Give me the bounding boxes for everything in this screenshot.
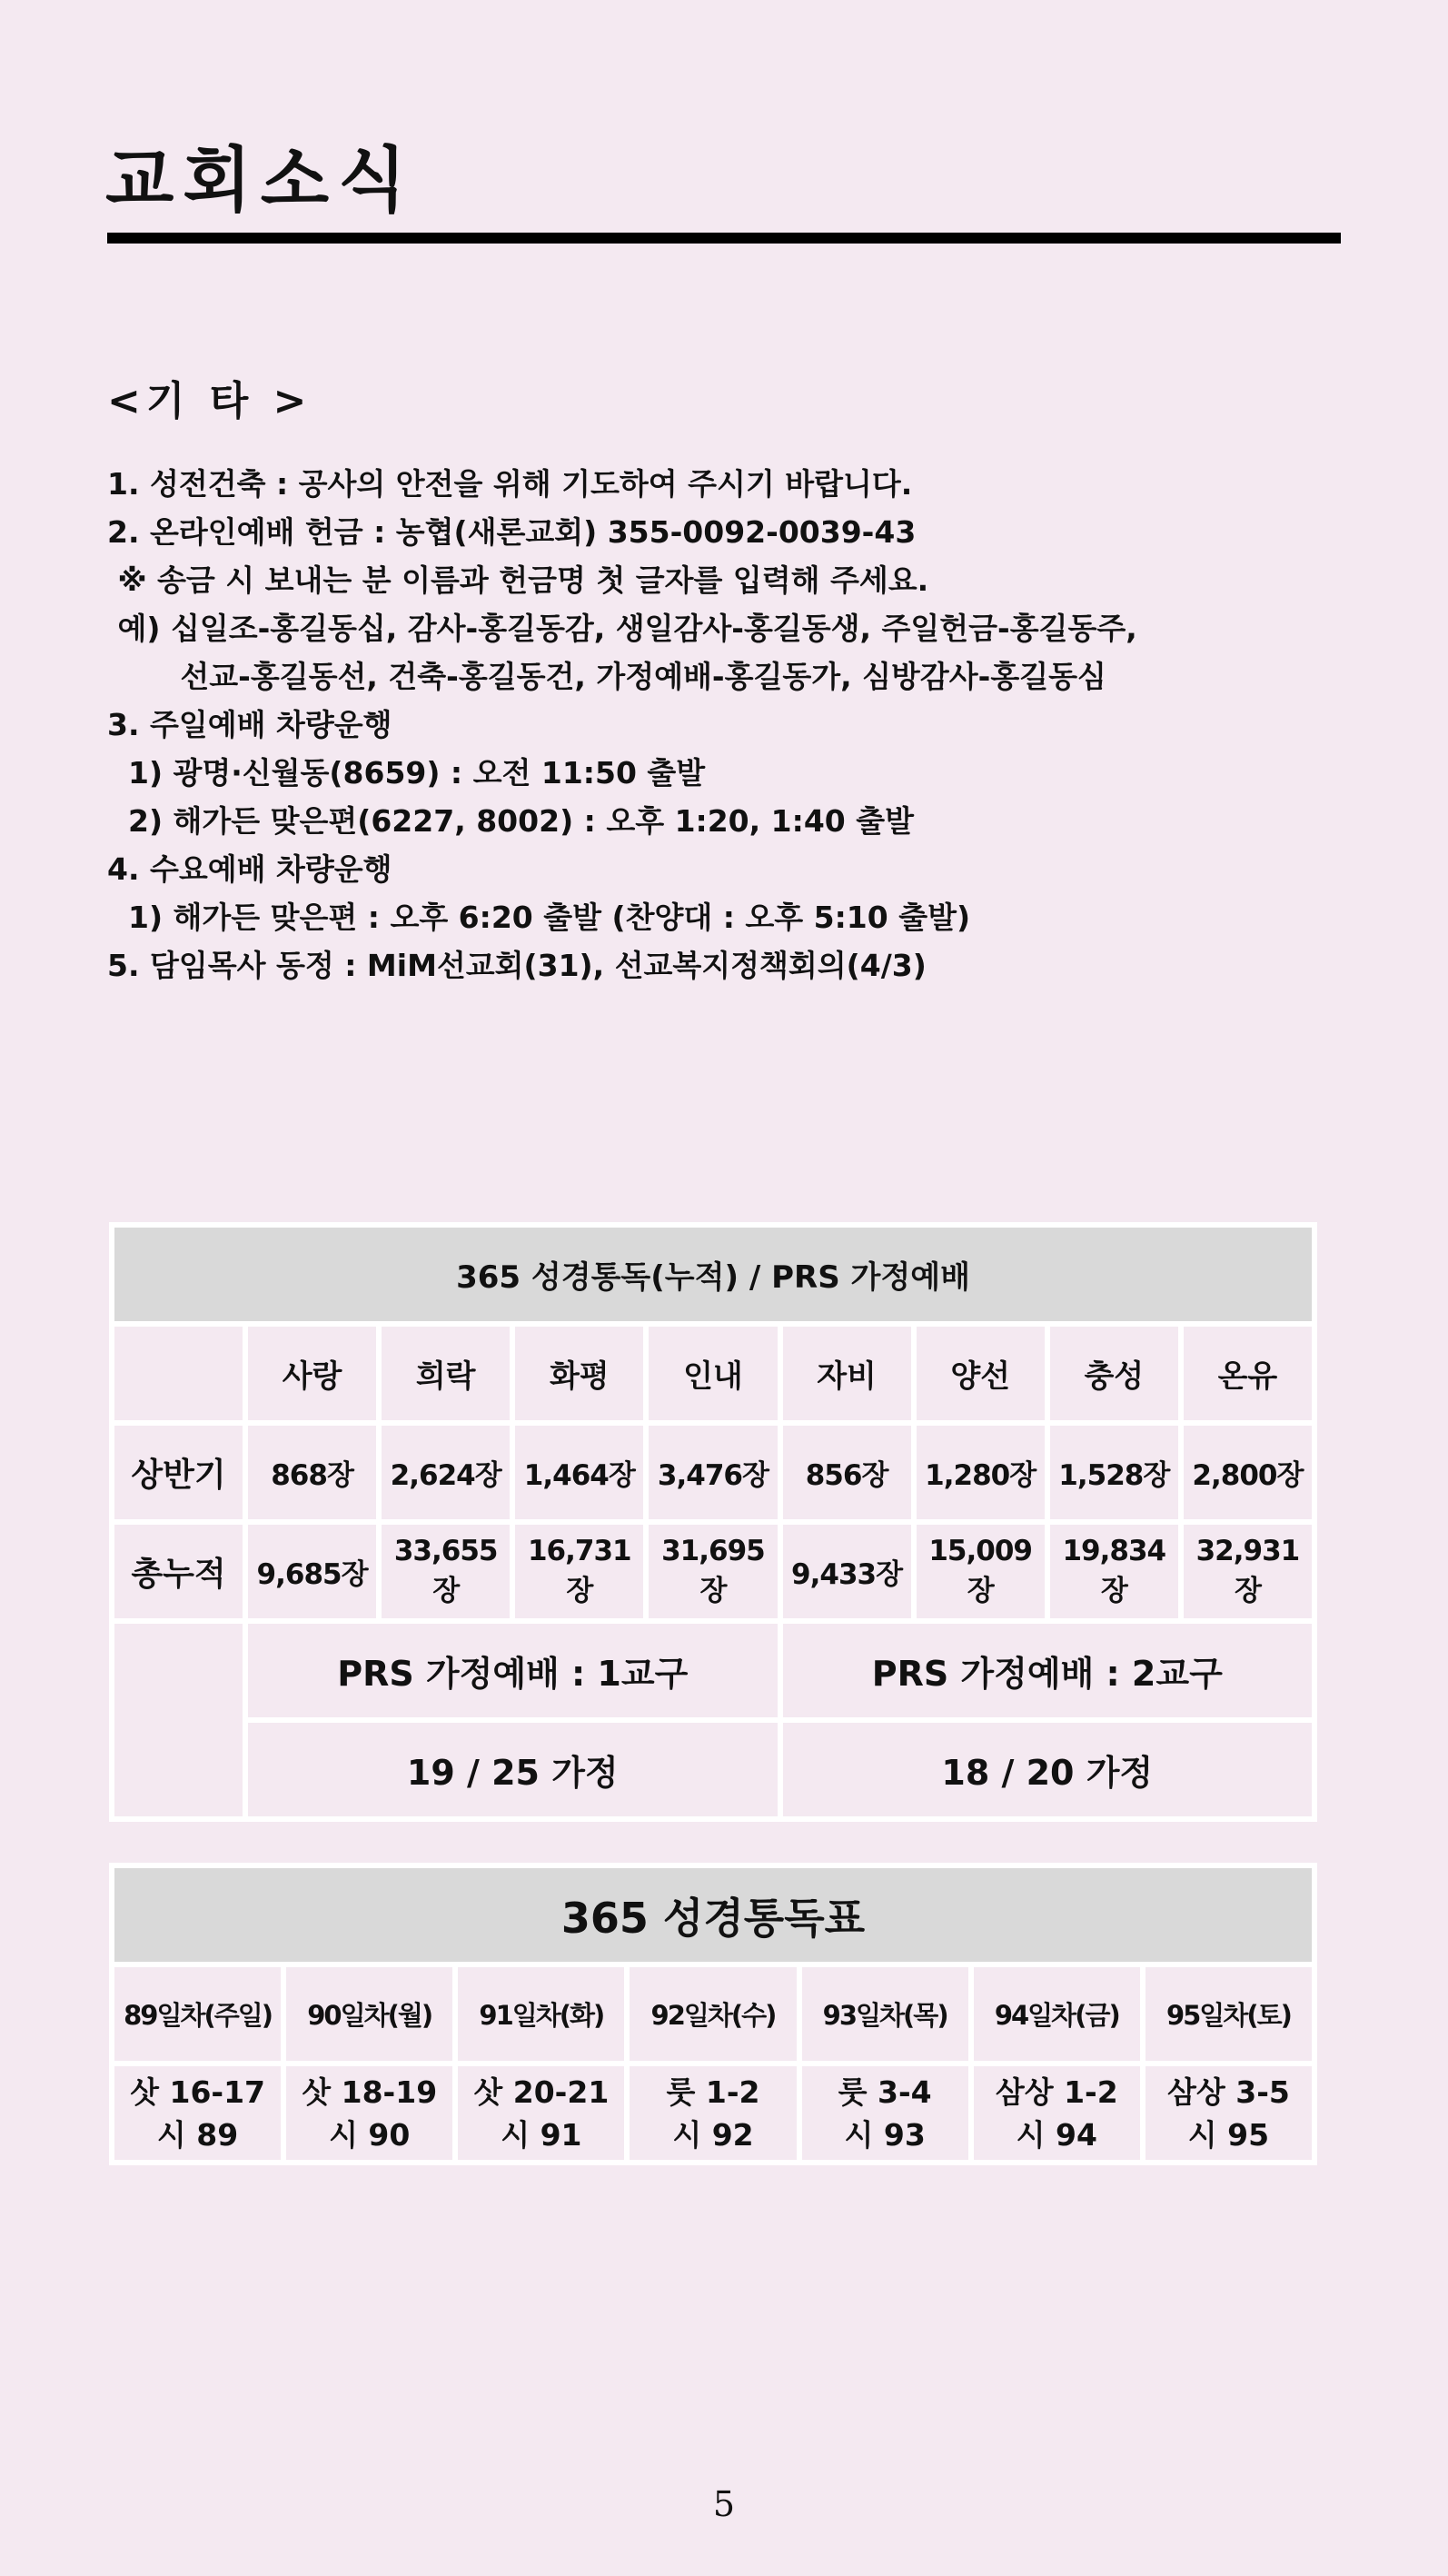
group-header: 사랑 xyxy=(245,1324,379,1423)
bible-schedule-table xyxy=(109,1863,1317,2165)
page-title: 교회소식 xyxy=(105,140,416,222)
group-header: 화평 xyxy=(512,1324,646,1423)
reading-passage: 룻 1-2 xyxy=(666,2074,760,2110)
notice-line: 5. 담임목사 동정 : MiM선교회(31), 선교복지정책회의(4/3) xyxy=(107,948,927,983)
chapter-count: 16,731장 xyxy=(512,1522,646,1621)
chapter-count: 2,800장 xyxy=(1181,1423,1314,1522)
chapter-count: 33,655장 xyxy=(379,1522,512,1621)
chapter-count: 9,433장 xyxy=(780,1522,914,1621)
chapter-count: 15,009장 xyxy=(914,1522,1047,1621)
notice-line: 3. 주일예배 차량운행 xyxy=(107,707,392,742)
reading-passage: 삿 20-21 xyxy=(473,2074,610,2110)
notice-list xyxy=(107,460,1137,990)
row-label: 총누적 xyxy=(112,1522,245,1621)
chapter-count: 3,476장 xyxy=(646,1423,779,1522)
notice-line: 선교-홍길동선, 건축-홍길동건, 가정예배-홍길동가, 심방감사-홍길동심 xyxy=(107,659,1106,694)
reading-cell xyxy=(971,2064,1143,2163)
day-header: 95일차(토) xyxy=(1143,1964,1314,2064)
notice-line: 예) 십일조-홍길동십, 감사-홍길동감, 생일감사-홍길동생, 주일헌금-홍길동주, xyxy=(107,611,1137,646)
group-header: 양선 xyxy=(914,1324,1047,1423)
empty-label-cell xyxy=(112,1621,245,1819)
reading-cell xyxy=(455,2064,627,2163)
reading-psalm: 시 95 xyxy=(1187,2116,1270,2153)
day-header: 91일차(화) xyxy=(455,1964,627,2064)
reading-cell xyxy=(283,2064,455,2163)
chapter-count: 31,695장 xyxy=(646,1522,779,1621)
day-header: 90일차(월) xyxy=(283,1964,455,2064)
reading-psalm: 시 92 xyxy=(672,2116,754,2153)
chapter-count: 19,834장 xyxy=(1047,1522,1181,1621)
reading-passage: 룻 3-4 xyxy=(838,2074,932,2110)
group-header: 충성 xyxy=(1047,1324,1181,1423)
chapter-count: 32,931장 xyxy=(1181,1522,1314,1621)
table-row xyxy=(112,2064,1314,2163)
reading-passage: 삿 16-17 xyxy=(130,2074,266,2110)
prs-district-label: PRS 가정예배 : 2교구 xyxy=(780,1621,1315,1720)
prs-district-value: 19 / 25 가정 xyxy=(245,1720,780,1819)
title-divider xyxy=(107,233,1341,244)
chapter-count: 856장 xyxy=(780,1423,914,1522)
chapter-count: 2,624장 xyxy=(379,1423,512,1522)
notice-line: 1) 광명·신월동(8659) : 오전 11:50 출발 xyxy=(107,755,706,791)
reading-psalm: 시 93 xyxy=(844,2116,926,2153)
chapter-count: 1,280장 xyxy=(914,1423,1047,1522)
chapter-count: 868장 xyxy=(245,1423,379,1522)
notice-line: ※ 송금 시 보내는 분 이름과 헌금명 첫 글자를 입력해 주세요. xyxy=(107,562,929,598)
bible-reading-table xyxy=(109,1222,1317,1822)
day-header: 92일차(수) xyxy=(627,1964,798,2064)
day-header: 93일차(목) xyxy=(799,1964,971,2064)
reading-psalm: 시 91 xyxy=(501,2116,582,2153)
reading-table-header: 365 성경통독(누적) / PRS 가정예배 xyxy=(112,1225,1314,1324)
reading-psalm: 시 94 xyxy=(1016,2116,1097,2153)
reading-passage: 삿 18-19 xyxy=(302,2074,438,2110)
group-header: 희락 xyxy=(379,1324,512,1423)
reading-cell xyxy=(1143,2064,1314,2163)
reading-psalm: 시 90 xyxy=(329,2116,411,2153)
table-row xyxy=(112,1423,1314,1522)
group-header: 자비 xyxy=(780,1324,914,1423)
reading-cell xyxy=(112,2064,283,2163)
reading-cell xyxy=(799,2064,971,2163)
reading-cell xyxy=(627,2064,798,2163)
page-number: 5 xyxy=(712,2484,736,2524)
reading-passage: 삼상 1-2 xyxy=(995,2074,1118,2110)
notice-line: 2. 온라인예배 헌금 : 농협(새론교회) 355-0092-0039-43 xyxy=(107,514,917,550)
chapter-count: 9,685장 xyxy=(245,1522,379,1621)
chapter-count: 1,528장 xyxy=(1047,1423,1181,1522)
notice-line: 1) 해가든 맞은편 : 오후 6:20 출발 (찬양대 : 오후 5:10 출발) xyxy=(107,900,971,935)
reading-psalm: 시 89 xyxy=(156,2116,239,2153)
chapter-count: 1,464장 xyxy=(512,1423,646,1522)
row-label: 상반기 xyxy=(112,1423,245,1522)
group-header: 인내 xyxy=(646,1324,779,1423)
table-row xyxy=(112,1522,1314,1621)
notice-line: 2) 해가든 맞은편(6227, 8002) : 오후 1:20, 1:40 출발 xyxy=(107,803,914,839)
day-header: 89일차(주일) xyxy=(112,1964,283,2064)
day-header: 94일차(금) xyxy=(971,1964,1143,2064)
empty-corner-cell xyxy=(112,1324,245,1423)
reading-passage: 삼상 3-5 xyxy=(1166,2074,1290,2110)
schedule-table-header: 365 성경통독표 xyxy=(112,1865,1314,1964)
notice-line: 4. 수요예배 차량운행 xyxy=(107,851,392,887)
section-heading-misc: <기 타 > xyxy=(107,378,312,424)
notice-line: 1. 성전건축 : 공사의 안전을 위해 기도하여 주시기 바랍니다. xyxy=(107,466,913,502)
prs-district-value: 18 / 20 가정 xyxy=(780,1720,1315,1819)
group-header: 온유 xyxy=(1181,1324,1314,1423)
prs-district-label: PRS 가정예배 : 1교구 xyxy=(245,1621,780,1720)
